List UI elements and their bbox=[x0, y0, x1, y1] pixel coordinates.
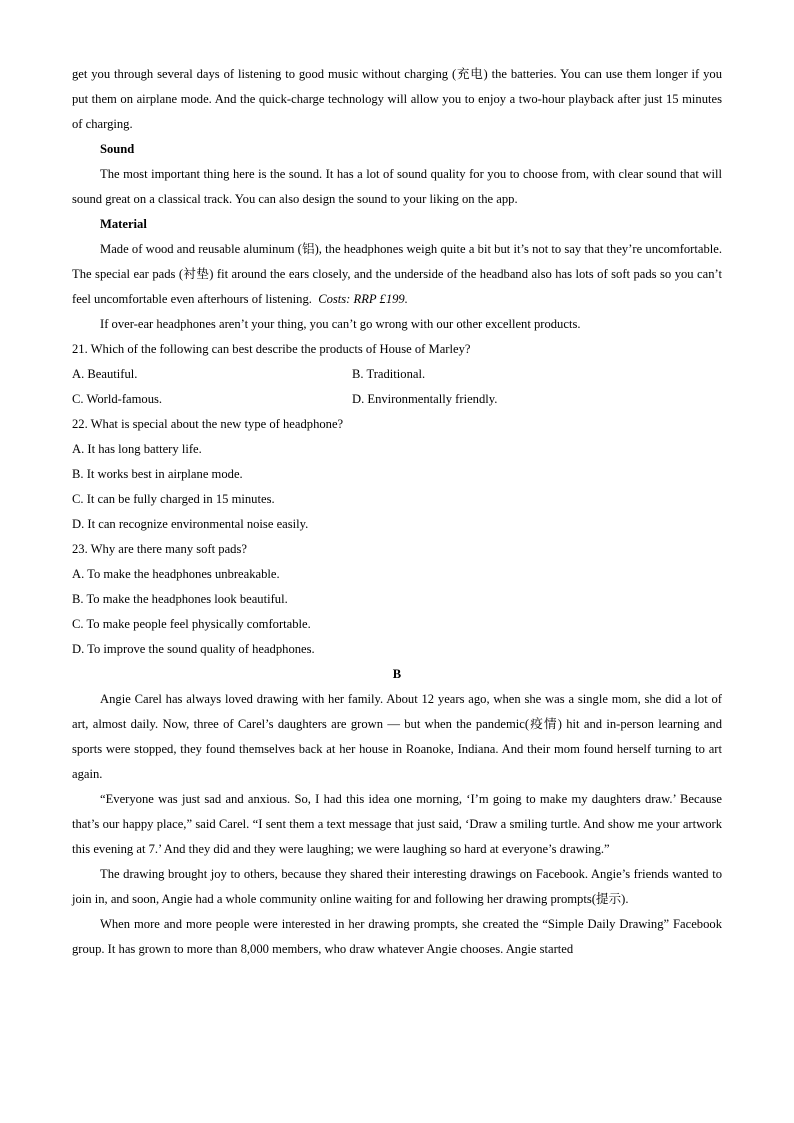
question-21-stem: 21. Which of the following can best describe the products of House of Marley? bbox=[72, 342, 471, 356]
material-paragraph bbox=[72, 237, 722, 312]
passage-b-paragraph-4: When more and more people were interested in her drawing prompts, she created the “Simple Daily Drawing” Facebook group. It has grown to more than 8,000 members, who draw whatever Angie chooses. Angie started bbox=[72, 917, 722, 956]
sound-heading: Sound bbox=[100, 142, 135, 156]
question-21-option-a: A. Beautiful. bbox=[72, 367, 138, 381]
question-23-option-b: B. To make the headphones look beautiful. bbox=[72, 592, 288, 606]
question-22-option-b: B. It works best in airplane mode. bbox=[72, 467, 243, 481]
question-23-stem: 23. Why are there many soft pads? bbox=[72, 542, 247, 556]
question-23-option-a: A. To make the headphones unbreakable. bbox=[72, 567, 280, 581]
sound-paragraph: The most important thing here is the sound. It has a lot of sound quality for you to choose from, with clear sound that will sound great on a classical track. You can also design the sound to your liking on the app. bbox=[72, 167, 722, 206]
passage-b-paragraph-1: Angie Carel has always loved drawing with her family. About 12 years ago, when she was a single mom, she did a lot of art, almost daily. Now, three of Carel’s daughters are grown — but when the pandemic(疫情) hit and in-person learning and sports were stopped, they found themselves back at her house in Roanoke, Indiana. And their mom found herself turning to art again. bbox=[72, 692, 722, 781]
question-22-option-a: A. It has long battery life. bbox=[72, 442, 202, 456]
question-21-options-row-2 bbox=[72, 387, 722, 412]
question-23-option-d: D. To improve the sound quality of headphones. bbox=[72, 642, 315, 656]
question-21-option-d: D. Environmentally friendly. bbox=[352, 392, 498, 406]
question-22-option-c: C. It can be fully charged in 15 minutes. bbox=[72, 492, 275, 506]
page-content bbox=[72, 62, 722, 962]
material-cost: Costs: RRP £199. bbox=[318, 292, 408, 306]
material-heading: Material bbox=[100, 217, 147, 231]
question-22-option-d: D. It can recognize environmental noise easily. bbox=[72, 517, 309, 531]
passage-b-paragraph-2: “Everyone was just sad and anxious. So, I had this idea one morning, ‘I’m going to make my daughters draw.’ Because that’s our happy place,” said Carel. “I sent them a text message that just said, ‘Draw a smiling turtle. And show me your artwork this evening at 7.’ And they did and they were laughing; we were laughing so hard at everyone’s drawing.” bbox=[72, 792, 722, 856]
passage-b-paragraph-3: The drawing brought joy to others, because they shared their interesting drawings on Facebook. Angie’s friends wanted to join in, and soon, Angie had a whole community online waiting for and following her drawing prompts(提示). bbox=[72, 867, 722, 906]
section-b-label: B bbox=[392, 667, 402, 681]
question-21-option-c: C. World-famous. bbox=[72, 392, 163, 406]
passage-a-continuation: get you through several days of listening to good music without charging (充电) the batteries. You can use them longer if you put them on airplane mode. And the quick-charge technology will allow you to enjoy a two-hour playback after just 15 minutes of charging. bbox=[72, 67, 722, 131]
material-text: Made of wood and reusable aluminum (铝), the headphones weigh quite a bit but it’s not to say that they’re uncomfortable. The special ear pads (衬垫) fit around the ears closely, and the underside of the headband also has lots of soft pads so you can’t feel uncomfortable even afterhours of listening. bbox=[72, 242, 722, 306]
question-22-stem: 22. What is special about the new type of headphone? bbox=[72, 417, 344, 431]
closing-paragraph: If over-ear headphones aren’t your thing, you can’t go wrong with our other excellent products. bbox=[100, 317, 581, 331]
question-23-option-c: C. To make people feel physically comfortable. bbox=[72, 617, 311, 631]
question-21-option-b: B. Traditional. bbox=[352, 367, 426, 381]
question-21-options-row-1 bbox=[72, 362, 722, 387]
